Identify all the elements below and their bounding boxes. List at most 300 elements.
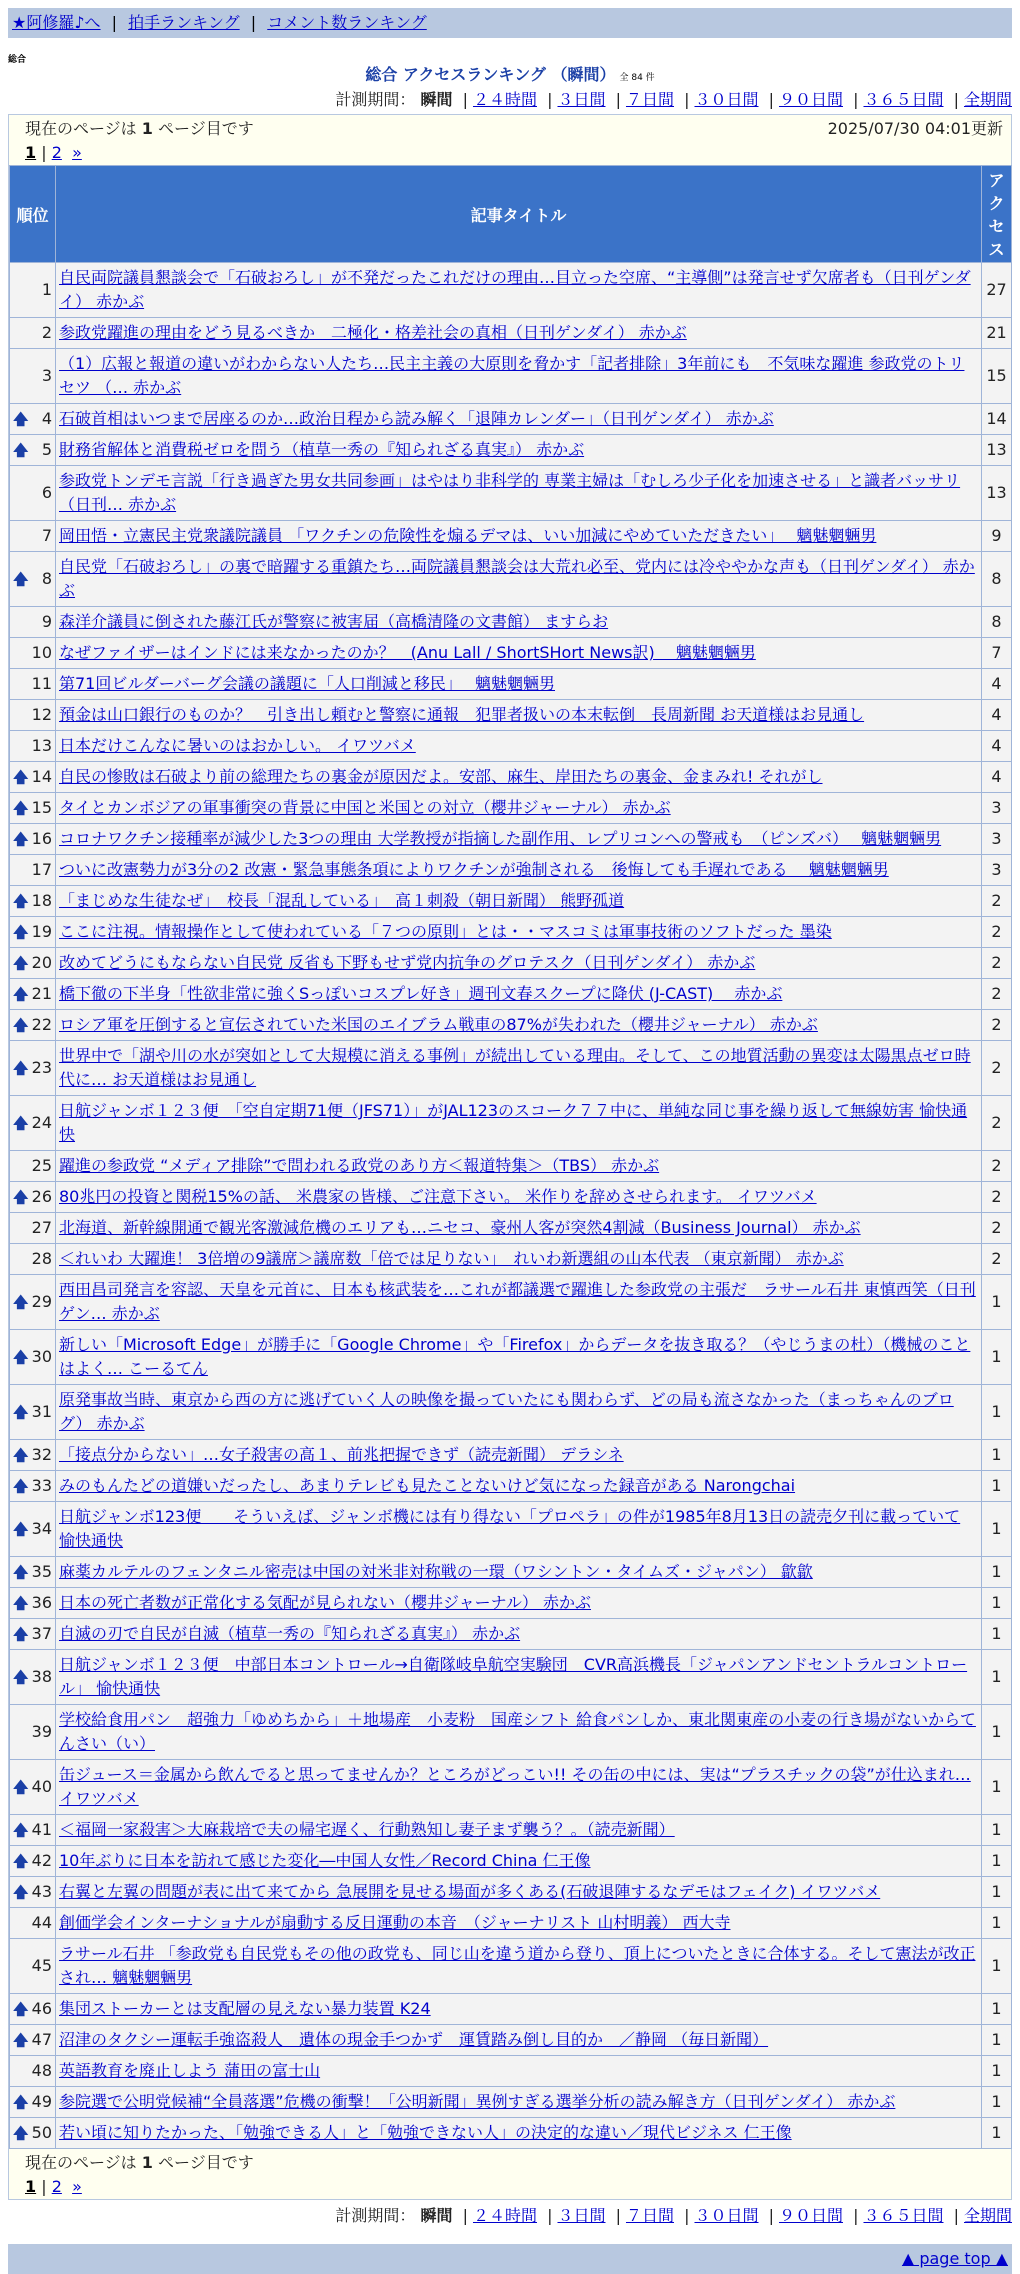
title-cell [56, 1994, 982, 2025]
period-selector-top: 計測期間： 瞬間 | ２４時間 | ３日間 | ７日間 | ３０日間 | ９０日間 | ３６５日間 | 全期間 [335, 90, 1012, 109]
access-count: 13 [982, 435, 1012, 466]
access-count: 2 [982, 1244, 1012, 1275]
article-title-link[interactable]: ラサール石井 「参政党も自民党もその他の政党も、同じ山を違う道から登り、頂上についたときに合体する。そして憲法が改正され… 魑魅魍魎男 [59, 1944, 976, 1987]
title-cell [56, 2118, 982, 2149]
article-title-link[interactable]: 10年ぶりに日本を訪れて感じた変化―中国人女性／Record China 仁王像 [59, 1851, 591, 1870]
title-cell [56, 521, 982, 552]
period-link-30d[interactable]: ３０日間 [694, 2206, 759, 2225]
rank-cell [10, 886, 56, 917]
rank-number: 9 [41, 612, 52, 631]
rank-cell [10, 1588, 56, 1619]
period-label: 計測期間： [335, 2206, 416, 2225]
access-count: 1 [982, 1939, 1012, 1994]
access-count: 1 [982, 1440, 1012, 1471]
rank-number: 46 [31, 1999, 52, 2018]
title-cell [56, 1385, 982, 1440]
rank-cell [10, 435, 56, 466]
article-title-link[interactable]: 躍進の参政党 “メディア排除”で問われる政党のあり方＜報道特集＞（TBS） 赤かぶ [59, 1156, 660, 1175]
table-row [10, 855, 1012, 886]
article-title-link[interactable]: なぜファイザーはインドには来なかったのか？ (Anu Lall / ShortSHort News訳) 魑魅魍魎男 [59, 643, 756, 662]
rank-number: 44 [31, 1913, 52, 1932]
rank-number: 19 [31, 922, 52, 941]
access-count: 2 [982, 1096, 1012, 1151]
article-title-link[interactable]: ロシア軍を圧倒すると宣伝されていた米国のエイブラム戦車の87%が失われた（櫻井ジャーナル） 赤かぶ [59, 1015, 818, 1034]
table-row [10, 1908, 1012, 1939]
article-title-link[interactable]: 森洋介議員に倒された藤江氏が警察に被害届（高橋清隆の文書館） ますらお [59, 612, 609, 631]
period-link-7d[interactable]: ７日間 [625, 90, 674, 109]
rank-number: 7 [41, 526, 52, 545]
access-count: 1 [982, 1908, 1012, 1939]
rank-cell [10, 1650, 56, 1705]
rank-up-arrow-icon: 🡅 [13, 1477, 29, 1495]
rank-cell [10, 1151, 56, 1182]
period-current: 瞬間 [420, 90, 453, 109]
rank-cell [10, 948, 56, 979]
rank-up-arrow-icon: 🡅 [13, 923, 29, 941]
title-cell [56, 1151, 982, 1182]
article-title-link[interactable]: 日航ジャンボ123便 そういえば、ジャンボ機には有り得ない「プロペラ」の件が1985年8月13日の読売夕刊に載っていて 愉快通快 [59, 1507, 961, 1550]
title-cell [56, 1275, 982, 1330]
period-link-3d[interactable]: ３日間 [557, 2206, 606, 2225]
access-count: 2 [982, 1041, 1012, 1096]
article-title-link[interactable]: 日本だけこんなに暑いのはおかしい。 イワツバメ [59, 736, 416, 755]
title-cell [56, 886, 982, 917]
rank-cell [10, 1908, 56, 1939]
article-title-link[interactable]: みのもんたどの道嫌いだったし、あまりテレビも見たことないけど気になった録音がある Narongchai [59, 1476, 796, 1495]
title-cell [56, 1705, 982, 1760]
article-title-link[interactable]: 集団ストーカーとは支配層の見えない暴力装置 K24 [59, 1999, 431, 2018]
table-row [10, 669, 1012, 700]
title-cell [56, 1939, 982, 1994]
article-title-link[interactable]: 80兆円の投資と関税15%の話、 米農家の皆様、ご注意下さい。 米作りを辞めさせられます。 イワツバメ [59, 1187, 817, 1206]
rank-cell [10, 607, 56, 638]
rank-number: 23 [31, 1058, 52, 1077]
rank-cell [10, 669, 56, 700]
title-cell [56, 1557, 982, 1588]
table-row [10, 1440, 1012, 1471]
rank-cell [10, 1877, 56, 1908]
period-link-24h[interactable]: ２４時間 [472, 90, 537, 109]
access-count: 14 [982, 404, 1012, 435]
table-row [10, 2025, 1012, 2056]
rank-number: 26 [31, 1187, 52, 1206]
rank-up-arrow-icon: 🡅 [13, 1821, 29, 1839]
title-cell [56, 404, 982, 435]
table-row [10, 435, 1012, 466]
title-cell [56, 1182, 982, 1213]
article-title-link[interactable]: ＜福岡一家殺害＞大麻栽培で夫の帰宅遅く、行動熟知し妻子まず襲う？。（読売新聞） [59, 1820, 675, 1839]
article-title-link[interactable]: 缶ジュース＝金属から飲んでると思ってませんか？ところがどっこい!! その缶の中には、実は“プラスチックの袋”が仕込まれ… イワツバメ [59, 1765, 971, 1808]
title-cell [56, 466, 982, 521]
article-title-link[interactable]: ついに改憲勢力が3分の2 改憲・緊急事態条項によりワクチンが強制される 後悔しても手遅れである 魑魅魍魎男 [59, 860, 889, 879]
table-row [10, 1182, 1012, 1213]
period-link-90d[interactable]: ９０日間 [778, 90, 843, 109]
access-count: 13 [982, 466, 1012, 521]
title-cell [56, 435, 982, 466]
rank-number: 41 [31, 1820, 52, 1839]
table-row [10, 948, 1012, 979]
access-count: 1 [982, 1815, 1012, 1846]
rank-number: 15 [31, 798, 52, 817]
article-title-link[interactable]: タイとカンボジアの軍事衝突の背景に中国と米国との対立（櫻井ジャーナル） 赤かぶ [59, 798, 671, 817]
updated-timestamp: 2025/07/30 04:01更新 [827, 119, 1003, 138]
rank-up-arrow-icon: 🡅 [13, 2093, 29, 2111]
page-1-current: 1 [25, 2177, 37, 2196]
access-count: 7 [982, 638, 1012, 669]
comment-ranking-link[interactable]: コメント数ランキング [267, 13, 427, 32]
access-count: 1 [982, 2056, 1012, 2087]
period-link-90d[interactable]: ９０日間 [778, 2206, 843, 2225]
title-cell [56, 349, 982, 404]
rank-number: 14 [31, 767, 52, 786]
rank-cell [10, 552, 56, 607]
page-title-row [8, 64, 1012, 88]
rank-column-header: 順位 [10, 166, 56, 263]
table-row [10, 1385, 1012, 1440]
rank-cell [10, 824, 56, 855]
rank-number: 4 [41, 409, 52, 428]
access-count: 4 [982, 731, 1012, 762]
rank-number: 11 [31, 674, 52, 693]
title-cell [56, 1650, 982, 1705]
rank-cell [10, 349, 56, 404]
rank-number: 47 [31, 2030, 52, 2049]
rank-cell [10, 1385, 56, 1440]
article-title-link[interactable]: 若い頃に知りたかった、「勉強できる人」と「勉強できない人」の決定的な違い／現代ビジネス 仁王像 [59, 2123, 792, 2142]
rank-cell [10, 2025, 56, 2056]
rank-up-arrow-icon: 🡅 [13, 1625, 29, 1643]
table-row [10, 1330, 1012, 1385]
pagination: 1 | 2 » [25, 143, 82, 162]
title-cell [56, 855, 982, 886]
rank-up-arrow-icon: 🡅 [13, 2000, 29, 2018]
access-count: 1 [982, 1877, 1012, 1908]
ranking-table-body [10, 263, 1012, 2149]
table-row [10, 793, 1012, 824]
article-title-link[interactable]: ＜れいわ 大躍進！ 3倍増の9議席＞議席数「倍では足りない」 れいわ新選組の山本代表 （東京新聞） 赤かぶ [59, 1249, 844, 1268]
title-cell [56, 762, 982, 793]
rank-up-arrow-icon: 🡅 [13, 1188, 29, 1206]
article-title-link[interactable]: 参政党躍進の理由をどう見るべきか 二極化・格差社会の真相（日刊ゲンダイ） 赤かぶ [59, 323, 687, 342]
rank-number: 21 [31, 984, 52, 1003]
table-row [10, 1994, 1012, 2025]
rank-up-arrow-icon: 🡅 [13, 410, 29, 428]
rank-up-arrow-icon: 🡅 [13, 1883, 29, 1901]
rank-up-arrow-icon: 🡅 [13, 1293, 29, 1311]
table-row [10, 1275, 1012, 1330]
nav-separator: | [111, 13, 118, 32]
table-row [10, 731, 1012, 762]
article-title-link[interactable]: 新しい「Microsoft Edge」が勝手に「Google Chrome」や「Firefox」からデータを抜き取る？（やじうまの杜）（機械のことはよく… こーるてん [59, 1335, 971, 1378]
rank-cell [10, 1705, 56, 1760]
rank-number: 6 [41, 483, 52, 502]
access-count: 3 [982, 793, 1012, 824]
rank-number: 16 [31, 829, 52, 848]
rank-cell [10, 917, 56, 948]
title-cell [56, 824, 982, 855]
rank-number: 43 [31, 1882, 52, 1901]
article-title-link[interactable]: 日本の死亡者数が正常化する気配が見られない（櫻井ジャーナル） 赤かぶ [59, 1593, 591, 1612]
title-cell [56, 948, 982, 979]
rank-number: 35 [31, 1562, 52, 1581]
rank-number: 3 [41, 366, 52, 385]
rank-number: 40 [31, 1777, 52, 1796]
article-title-link[interactable]: 改めてどうにもならない自民党 反省も下野もせず党内抗争のグロテスク（日刊ゲンダイ） 赤かぶ [59, 953, 756, 972]
access-count: 1 [982, 1705, 1012, 1760]
access-count: 27 [982, 263, 1012, 318]
rank-up-arrow-icon: 🡅 [13, 1594, 29, 1612]
access-count: 1 [982, 2118, 1012, 2149]
rank-up-arrow-icon: 🡅 [13, 1520, 29, 1538]
rank-cell [10, 1846, 56, 1877]
title-cell [56, 1760, 982, 1815]
table-row [10, 1939, 1012, 1994]
top-navigation-bar [8, 8, 1012, 38]
article-title-link[interactable]: 「まじめな生徒なぜ」 校長「混乱している」 高１刺殺（朝日新聞） 熊野孤道 [59, 891, 625, 910]
rank-cell [10, 1182, 56, 1213]
rank-cell [10, 700, 56, 731]
article-title-link[interactable]: 岡田悟・立憲民主党衆議院議員 「ワクチンの危険性を煽るデマは、いい加減にやめていただきたい」 魑魅魍魎男 [59, 526, 877, 545]
page-2-link[interactable]: 2 [51, 2177, 62, 2196]
article-title-link[interactable]: 石破首相はいつまで居座るのか…政治日程から読み解く「退陣カレンダー」（日刊ゲンダイ） 赤かぶ [59, 409, 774, 428]
home-link[interactable]: ★阿修羅♪へ [12, 13, 101, 32]
table-row [10, 1151, 1012, 1182]
page-title: 総合 アクセスランキング （瞬間） [365, 65, 616, 84]
rank-cell [10, 1502, 56, 1557]
rank-cell [10, 1440, 56, 1471]
table-row [10, 2056, 1012, 2087]
rank-up-arrow-icon: 🡅 [13, 1668, 29, 1686]
rank-cell [10, 1096, 56, 1151]
access-count: 1 [982, 1275, 1012, 1330]
rank-number: 10 [31, 643, 52, 662]
rank-cell [10, 2056, 56, 2087]
article-title-link[interactable]: 「接点分からない」…女子殺害の高１、前兆把握できず（読売新聞） デラシネ [59, 1445, 624, 1464]
period-link-24h[interactable]: ２４時間 [472, 2206, 537, 2225]
article-title-link[interactable]: 参院選で公明党候補“全員落選”危機の衝撃！「公明新聞」異例すぎる選挙分析の読み解き方（日刊ゲンダイ） 赤かぶ [59, 2092, 896, 2111]
title-cell [56, 1588, 982, 1619]
rank-number: 34 [31, 1519, 52, 1538]
article-title-link[interactable]: 日航ジャンボ１２３便 中部日本コントロール→自衛隊岐阜航空実験団 CVR高浜機長「ジャパンアンドセントラルコントロール」 愉快通快 [59, 1655, 968, 1698]
access-count: 2 [982, 948, 1012, 979]
nav-separator: | [250, 13, 257, 32]
article-title-link[interactable]: 自民党「石破おろし」の裏で暗躍する重鎮たち…両院議員懇談会は大荒れ必至、党内には冷ややかな声も（日刊ゲンダイ） 赤かぶ [59, 557, 975, 600]
rank-number: 22 [31, 1015, 52, 1034]
total-count: 全 84 件 [619, 73, 655, 83]
page-2-link[interactable]: 2 [51, 143, 62, 162]
access-count: 2 [982, 1010, 1012, 1041]
access-count: 2 [982, 1213, 1012, 1244]
article-title-link[interactable]: 日航ジャンボ１２３便 「空自定期71便（JFS71）」がJAL123のスコーク７７中に、単純な同じ事を繰り返して無線妨害 愉快通快 [59, 1101, 968, 1144]
rank-number: 38 [31, 1667, 52, 1686]
table-row [10, 1815, 1012, 1846]
table-row [10, 1588, 1012, 1619]
title-cell [56, 700, 982, 731]
rank-cell [10, 1557, 56, 1588]
period-link-all[interactable]: 全期間 [963, 2206, 1012, 2225]
rank-cell [10, 1244, 56, 1275]
table-header-row [10, 166, 1012, 263]
rank-cell [10, 2118, 56, 2149]
rank-cell [10, 1939, 56, 1994]
period-link-30d[interactable]: ３０日間 [694, 90, 759, 109]
rank-up-arrow-icon: 🡅 [13, 2124, 29, 2142]
access-count: 21 [982, 318, 1012, 349]
next-page-link[interactable]: » [72, 2177, 82, 2196]
title-cell [56, 607, 982, 638]
article-title-link[interactable]: 財務省解体と消費税ゼロを問う（植草一秀の『知られざる真実』） 赤かぶ [59, 440, 585, 459]
period-link-365d[interactable]: ３６５日間 [863, 2206, 944, 2225]
rank-cell [10, 1815, 56, 1846]
section-label: 総合 [8, 55, 27, 65]
period-selector-bottom: 計測期間： 瞬間 | ２４時間 | ３日間 | ７日間 | ３０日間 | ９０日間 | ３６５日間 | 全期間 [335, 2206, 1012, 2225]
article-title-link[interactable]: 第71回ビルダーバーグ会議の議題に「人口削減と移民」 魑魅魍魎男 [59, 674, 556, 693]
period-label: 計測期間： [335, 90, 416, 109]
title-cell [56, 669, 982, 700]
table-row [10, 318, 1012, 349]
article-title-link[interactable]: 参政党トンデモ言説「行き過ぎた男女共同参画」はやはり非科学的 専業主婦は「むしろ少子化を加速させる」と識者バッサリ（日刊… 赤かぶ [59, 471, 961, 514]
rank-number: 28 [31, 1249, 52, 1268]
article-title-link[interactable]: ここに注視。情報操作として使われている「７つの原則」とは・・マスコミは軍事技術のソフトだった 墨染 [59, 922, 832, 941]
rank-number: 32 [31, 1445, 52, 1464]
rank-cell [10, 263, 56, 318]
access-count: 2 [982, 979, 1012, 1010]
table-row [10, 521, 1012, 552]
rank-up-arrow-icon: 🡅 [13, 799, 29, 817]
period-link-7d[interactable]: ７日間 [625, 2206, 674, 2225]
rank-number: 17 [31, 860, 52, 879]
table-row [10, 1244, 1012, 1275]
article-title-link[interactable]: 右翼と左翼の問題が表に出て来てから 急展開を見せる場面が多くある(石破退陣するなデモはフェイク) イワツバメ [59, 1882, 881, 1901]
rank-cell [10, 404, 56, 435]
access-count: 8 [982, 607, 1012, 638]
rank-cell [10, 1994, 56, 2025]
access-count: 1 [982, 1557, 1012, 1588]
rank-cell [10, 1010, 56, 1041]
title-cell [56, 638, 982, 669]
rank-up-arrow-icon: 🡅 [13, 985, 29, 1003]
rank-number: 25 [31, 1156, 52, 1175]
access-count: 1 [982, 1650, 1012, 1705]
article-title-link[interactable]: 麻薬カルテルのフェンタニル密売は中国の対米非対称戦の一環（ワシントン・タイムズ・ジャパン） 歙歙 [59, 1562, 813, 1581]
rank-up-arrow-icon: 🡅 [13, 1446, 29, 1464]
article-title-link[interactable]: 英語教育を廃止しよう 蒲田の富士山 [59, 2061, 321, 2080]
access-column-header: アクセス [982, 166, 1012, 263]
article-title-link[interactable]: コロナワクチン接種率が減少した3つの理由 大学教授が指摘した副作用、レプリコンへの警戒も （ピンズバ） 魑魅魍魎男 [59, 829, 942, 848]
table-row [10, 700, 1012, 731]
article-title-link[interactable]: 北海道、新幹線開通で観光客激減危機のエリアも…ニセコ、豪州人客が突然4割減（Business Journal） 赤かぶ [59, 1218, 861, 1237]
page-1-current: 1 [25, 143, 37, 162]
pager-bottom [9, 2149, 1011, 2199]
title-cell [56, 552, 982, 607]
rank-cell [10, 521, 56, 552]
rank-number: 49 [31, 2092, 52, 2111]
access-count: 1 [982, 1330, 1012, 1385]
article-title-link[interactable]: 預金は山口銀行のものか？ 引き出し頼むと警察に通報 犯罪者扱いの本末転倒 長周新聞 お天道様はお見通し [59, 705, 865, 724]
table-row [10, 1877, 1012, 1908]
table-row [10, 1010, 1012, 1041]
article-title-link[interactable]: 橋下徹の下半身「性欲非常に強くSっぽいコスプレ好き」週刊文春スクープに降伏 (J-CAST) 赤かぶ [59, 984, 783, 1003]
title-cell [56, 2056, 982, 2087]
period-link-3d[interactable]: ３日間 [557, 90, 606, 109]
article-title-link[interactable]: 西田昌司発言を容認、天皇を元首に、日本も核武装を…これが都議選で躍進した参政党の主張だ ラサール石井 東慎西笑（日刊ゲン… 赤かぶ [59, 1280, 976, 1323]
table-row [10, 2118, 1012, 2149]
title-cell [56, 2087, 982, 2118]
article-title-link[interactable]: 沼津のタクシー運転手強盗殺人 遺体の現金手つかず 運賃踏み倒し目的か ／静岡 （毎日新聞） [59, 2030, 769, 2049]
table-row [10, 886, 1012, 917]
access-count: 3 [982, 855, 1012, 886]
rank-up-arrow-icon: 🡅 [13, 1852, 29, 1870]
rank-up-arrow-icon: 🡅 [13, 441, 29, 459]
access-count: 1 [982, 1994, 1012, 2025]
rank-number: 2 [41, 323, 52, 342]
access-count: 1 [982, 1471, 1012, 1502]
clap-ranking-link[interactable]: 拍手ランキング [128, 13, 240, 32]
table-row [10, 1650, 1012, 1705]
current-page-text: 現在のページは 1 ページ目です [25, 119, 254, 138]
rank-cell [10, 793, 56, 824]
page-top-link[interactable]: ▲ page top ▲ [901, 2249, 1008, 2268]
rank-up-arrow-icon: 🡅 [13, 570, 29, 588]
title-cell [56, 1010, 982, 1041]
table-row [10, 1096, 1012, 1151]
rank-number: 36 [31, 1593, 52, 1612]
rank-cell [10, 1619, 56, 1650]
title-cell [56, 1877, 982, 1908]
table-row [10, 1471, 1012, 1502]
access-count: 2 [982, 886, 1012, 917]
title-cell [56, 1846, 982, 1877]
rank-number: 37 [31, 1624, 52, 1643]
rank-up-arrow-icon: 🡅 [13, 1563, 29, 1581]
article-title-link[interactable]: 世界中で「湖や川の水が突如として大規模に消える事例」が続出している理由。そして、この地質活動の異変は太陽黒点ゼロ時代に… お天道様はお見通し [59, 1046, 971, 1089]
article-title-link[interactable]: 学校給食用パン 超強力「ゆめちから」＋地場産 小麦粉 国産シフト 給食パンしか、東北関東産の小麦の行き場がないからてんさい（い） [59, 1710, 976, 1753]
access-count: 1 [982, 1846, 1012, 1877]
article-title-link[interactable]: （1）広報と報道の違いがわからない人たち…民主主義の大原則を脅かす「記者排除」3年前にも 不気味な躍進 参政党のトリセツ （… 赤かぶ [59, 354, 965, 397]
access-count: 1 [982, 2025, 1012, 2056]
rank-number: 39 [31, 1722, 52, 1741]
table-row [10, 466, 1012, 521]
table-row [10, 263, 1012, 318]
rank-cell [10, 731, 56, 762]
table-row [10, 1846, 1012, 1877]
access-count: 15 [982, 349, 1012, 404]
next-page-link[interactable]: » [72, 143, 82, 162]
table-row [10, 552, 1012, 607]
rank-cell [10, 318, 56, 349]
ranking-panel [8, 114, 1012, 2200]
article-title-link[interactable]: 自民の惨敗は石破より前の総理たちの裏金が原因だよ。安部、麻生、岸田たちの裏金、金まみれ! それがし [59, 767, 823, 786]
rank-cell [10, 466, 56, 521]
period-link-all[interactable]: 全期間 [963, 90, 1012, 109]
article-title-link[interactable]: 原発事故当時、東京から西の方に逃げていく人の映像を撮っていたにも関わらず、どの局も流さなかった（まっちゃんのブログ） 赤かぶ [59, 1390, 954, 1433]
table-row [10, 1502, 1012, 1557]
article-title-link[interactable]: 自民両院議員懇談会で「石破おろし」が不発だったこれだけの理由…目立った空席、“主導側”は発言せず欠席者も（日刊ゲンダイ） 赤かぶ [59, 268, 971, 311]
rank-up-arrow-icon: 🡅 [13, 1403, 29, 1421]
article-title-link[interactable]: 自滅の刃で自民が自滅（植草一秀の『知られざる真実』） 赤かぶ [59, 1624, 521, 1643]
title-cell [56, 1502, 982, 1557]
period-link-365d[interactable]: ３６５日間 [863, 90, 944, 109]
title-cell [56, 793, 982, 824]
article-title-link[interactable]: 創価学会インターナショナルが扇動する反日運動の本音 （ジャーナリスト 山村明義） 西大寺 [59, 1913, 731, 1932]
rank-cell [10, 1213, 56, 1244]
title-cell [56, 318, 982, 349]
access-count: 2 [982, 917, 1012, 948]
table-row [10, 1213, 1012, 1244]
rank-number: 33 [31, 1476, 52, 1495]
rank-number: 27 [31, 1218, 52, 1237]
rank-cell [10, 1275, 56, 1330]
